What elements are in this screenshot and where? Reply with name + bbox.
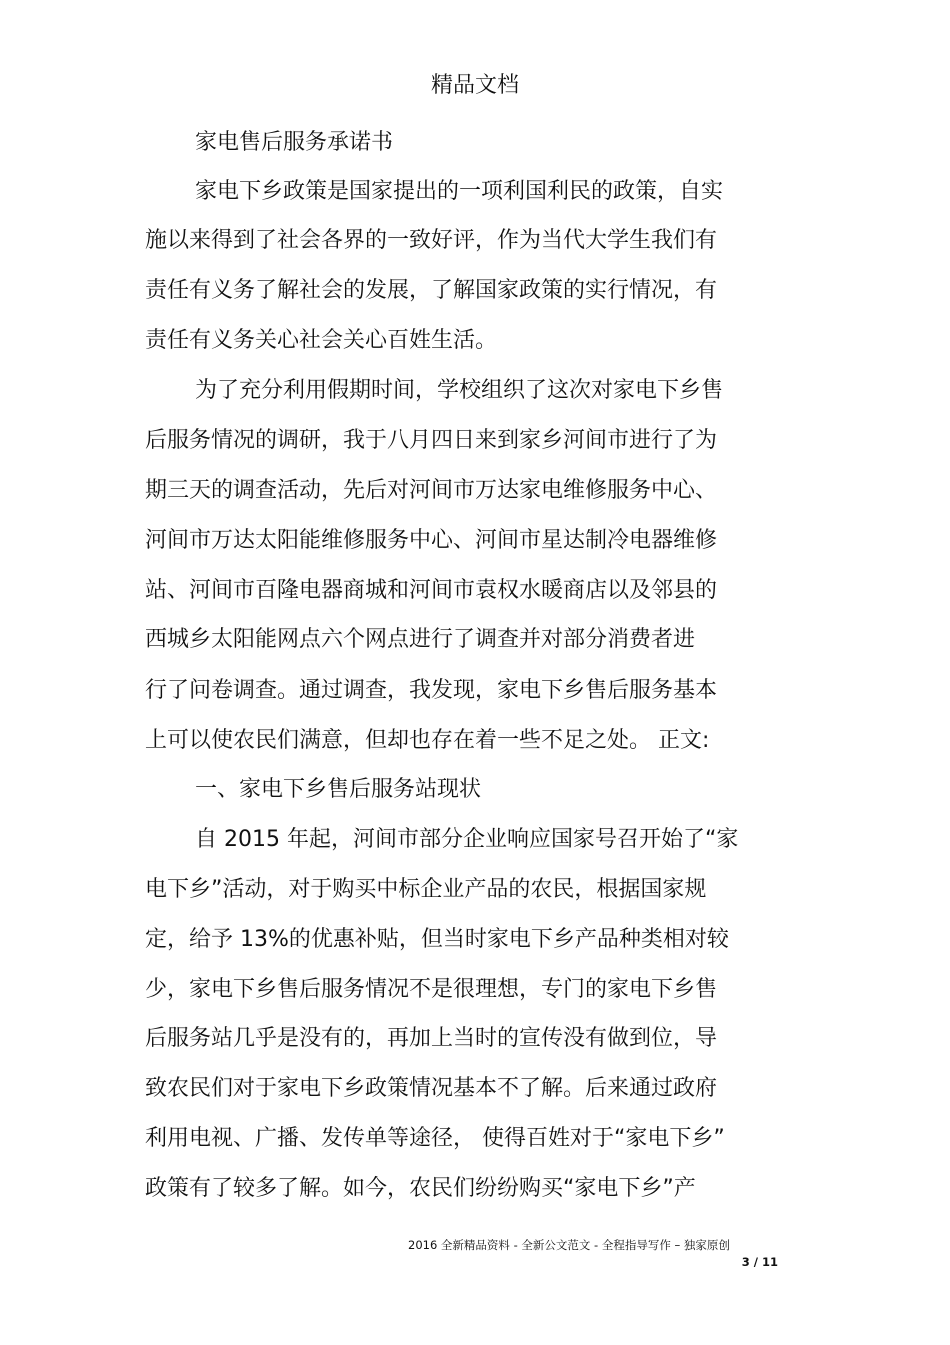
text-line: 期三天的调查活动，先后对河间市万达家电维修服务中心、 [145,478,718,503]
page-header-title: 精品文档 [430,73,519,98]
text-line: 施以来得到了社会各界的一致好评，作为当代大学生我们有 [145,228,718,253]
text-line: 河间市万达太阳能维修服务中心、河间市星达制冷电器维修 [145,528,718,553]
text-line: 家电下乡政策是国家提出的一项利国利民的政策，自实 [195,179,724,204]
text-line: 电下乡”活动，对于购买中标企业产品的农民，根据国家规 [145,877,707,902]
text-line: 责任有义务了解社会的发展，了解国家政策的实行情况，有 [145,278,718,303]
document-title: 家电售后服务承诺书 [195,130,394,155]
text-line: 后服务情况的调研，我于八月四日来到家乡河间市进行了为 [145,428,718,453]
text-line: 致农民们对于家电下乡政策情况基本不了解。后来通过政府 [145,1076,718,1101]
page-number: 3 / 11 [741,1255,778,1269]
text-line: 后服务站几乎是没有的，再加上当时的宣传没有做到位，导 [145,1026,718,1051]
text-line: 少，家电下乡售后服务情况不是很理想，专门的家电下乡售 [145,977,718,1002]
text-line: 西城乡太阳能网点六个网点进行了调查并对部分消费者进 [145,627,696,652]
text-line: 站、河间市百隆电器商城和河间市袁权水暖商店以及邻县的 [145,578,718,603]
section-heading: 一、家电下乡售后服务站现状 [195,777,482,802]
text-line: 上可以使农民们满意，但却也存在着一些不足之处。 正文: [145,728,710,753]
text-line: 定，给予 13%的优惠补贴，但当时家电下乡产品种类相对较 [145,927,729,952]
text-line: 自 2015 年起，河间市部分企业响应国家号召开始了“家 [195,827,739,852]
text-line: 为了充分利用假期时间，学校组织了这次对家电下乡售 [195,378,724,403]
text-line: 责任有义务关心社会关心百姓生活。 [145,328,498,353]
text-line: 利用电视、广播、发传单等途径， 使得百姓对于“家电下乡” [145,1126,725,1151]
text-line: 行了问卷调查。通过调查，我发现，家电下乡售后服务基本 [145,678,718,703]
text-line: 政策有了较多了解。如今，农民们纷纷购买“家电下乡”产 [145,1176,696,1201]
footer-note: 2016 全新精品资料 - 全新公文范文 - 全程指导写作 – 独家原创 [408,1238,730,1252]
